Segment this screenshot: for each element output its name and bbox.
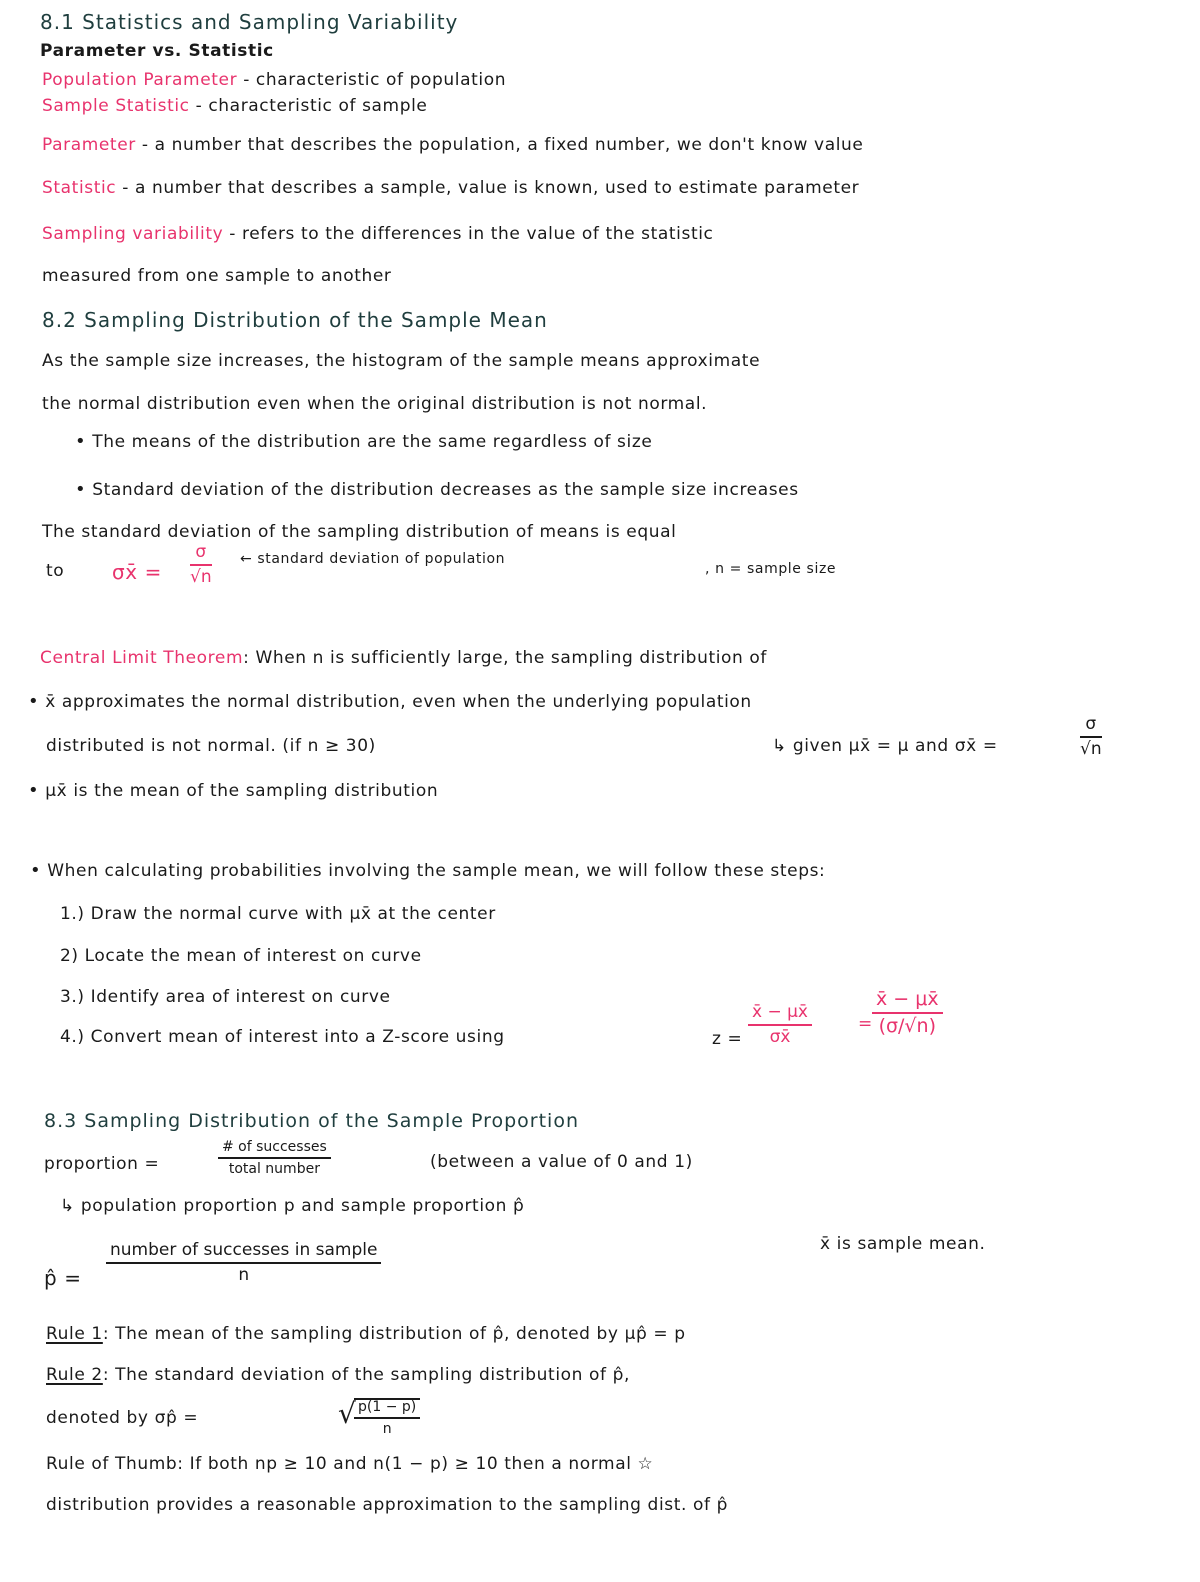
rule-2-numerator: p(1 − p) [354,1400,420,1419]
sampling-variability-line-2: measured from one sample to another [42,266,392,286]
rule-2-denominator: n [382,1421,392,1437]
phat-fraction [106,1242,381,1284]
clt-line-3: distributed is not normal. (if n ≥ 30) [46,736,376,756]
bullet-dot: • [75,479,87,500]
statistic-definition-line [42,180,859,197]
statistic-def: - a number that describes a sample, value is known, used to estimate parameter [122,178,860,198]
clt-def: : When n is sufficiently large, the sampling distribution of [243,648,768,668]
sd-formula-note-2: , n = sample size [705,561,837,577]
population-parameter-line [42,72,506,89]
mu-mean-line [28,782,438,800]
sampling-variability-def: - refers to the differences in the value of the statistic [229,224,714,244]
z-fraction-2-denominator: (σ/√n) [878,1015,936,1037]
clt-term: Central Limit Theorem [40,648,244,668]
parameter-term: Parameter [42,135,136,155]
rule-of-thumb-line: Rule of Thumb: If both np ≥ 10 and n(1 − p) ≥ 10 then a normal ☆ [46,1454,654,1474]
proportion-fraction [218,1140,331,1176]
phat-denominator: n [238,1265,250,1285]
rule-2-fraction [354,1398,420,1436]
parameter-vs-statistic-heading: Parameter vs. Statistic [40,41,274,61]
rule-2-label: Rule 2 [46,1365,103,1385]
clt-given-line: ↳ given μx̄ = μ and σx̄ = [772,736,998,756]
bullet-dot: • [28,780,40,801]
sd-formula-numerator: σ [190,544,212,566]
section-8-1-title: 8.1 Statistics and Sampling Variability [40,10,459,34]
population-parameter-term: Population Parameter [42,70,238,90]
sd-to-word: to [46,561,65,581]
clt-definition-line [40,650,767,667]
sd-formula-lhs: σx̄ = [112,560,163,584]
bullet-sd-decreases [75,481,799,499]
sample-statistic-line [42,98,428,115]
rule-2-text: : The standard deviation of the sampling distribution of p̂, [102,1365,631,1385]
mu-mean-line-text: μx̄ is the mean of the sampling distribution [45,781,439,801]
step-4: 4.) Convert mean of interest into a Z-score using [60,1027,505,1047]
z-equals: = [858,1014,873,1034]
proportion-label: proportion = [44,1154,160,1174]
steps-intro-text: When calculating probabilities involving the sample mean, we will follow these steps: [47,861,826,881]
z-formula-lhs: z = [712,1029,743,1049]
phat-label: p̂ = [44,1266,82,1290]
parameter-def: - a number that describes the population, a fixed number, we don't know value [141,135,864,155]
proportion-numerator: # of successes [218,1140,331,1159]
bullet-sd-decreases-text: Standard deviation of the distribution decreases as the sample size increases [92,480,799,500]
z-fraction-2-numerator: x̄ − μx̄ [872,990,943,1014]
population-parameter-def: - characteristic of population [243,70,507,90]
clt-given-denominator: √n [1080,739,1102,759]
clt-line-2-text: x̄ approximates the normal distribution, even when the underlying population [45,692,752,712]
sd-formula-fraction [190,544,212,586]
steps-intro-line [30,862,825,880]
proportion-range: (between a value of 0 and 1) [430,1152,693,1172]
rule-of-thumb-line-2: distribution provides a reasonable approximation to the sampling dist. of p̂ [46,1495,728,1515]
sqrt-symbol: √ [338,1397,357,1430]
sampling-variability-term: Sampling variability [42,224,224,244]
bullet-dot: • [75,431,87,452]
rule-1-line [46,1326,686,1343]
rule-1-text: : The mean of the sampling distribution of p̂, denoted by μp̂ = p [102,1324,686,1344]
bullet-dot: • [28,691,40,712]
step-2: 2) Locate the mean of interest on curve [60,946,422,966]
sample-statistic-def: - characteristic of sample [195,96,428,116]
sd-formula-note: ← standard deviation of population [240,551,506,567]
rule-2-line [46,1367,630,1384]
step-1: 1.) Draw the normal curve with μx̄ at the center [60,904,496,924]
population-sample-proportion-line: ↳ population proportion p and sample proportion p̂ [60,1196,525,1216]
clt-line-2 [28,693,752,711]
rule-2-denoted: denoted by σp̂ = [46,1408,199,1428]
z-fraction-1 [748,1004,812,1046]
sd-statement-line: The standard deviation of the sampling distribution of means is equal [42,522,677,542]
clt-intro-line-1: As the sample size increases, the histogram of the sample means approximate [42,351,761,371]
bullet-dot: • [30,860,42,881]
proportion-denominator: total number [228,1161,320,1177]
bullet-means-same [75,433,652,451]
statistic-term: Statistic [42,178,117,198]
rule-1-label: Rule 1 [46,1324,103,1344]
sd-formula-denominator: √n [190,567,212,587]
step-3: 3.) Identify area of interest on curve [60,987,391,1007]
xbar-note: x̄ is sample mean. [820,1234,986,1254]
z-fraction-1-denominator: σx̄ [769,1027,791,1047]
section-8-2-title: 8.2 Sampling Distribution of the Sample Mean [42,308,548,332]
clt-given-fraction [1080,716,1102,758]
z-fraction-1-numerator: x̄ − μx̄ [748,1004,812,1026]
clt-given-numerator: σ [1080,716,1102,738]
parameter-definition-line [42,137,863,154]
phat-numerator: number of successes in sample [106,1242,381,1264]
sample-statistic-term: Sample Statistic [42,96,190,116]
section-8-3-title: 8.3 Sampling Distribution of the Sample Proportion [44,1110,580,1132]
sampling-variability-line [42,226,714,243]
clt-intro-line-2: the normal distribution even when the original distribution is not normal. [42,394,708,414]
bullet-means-same-text: The means of the distribution are the same regardless of size [92,432,653,452]
z-fraction-2 [872,990,943,1036]
